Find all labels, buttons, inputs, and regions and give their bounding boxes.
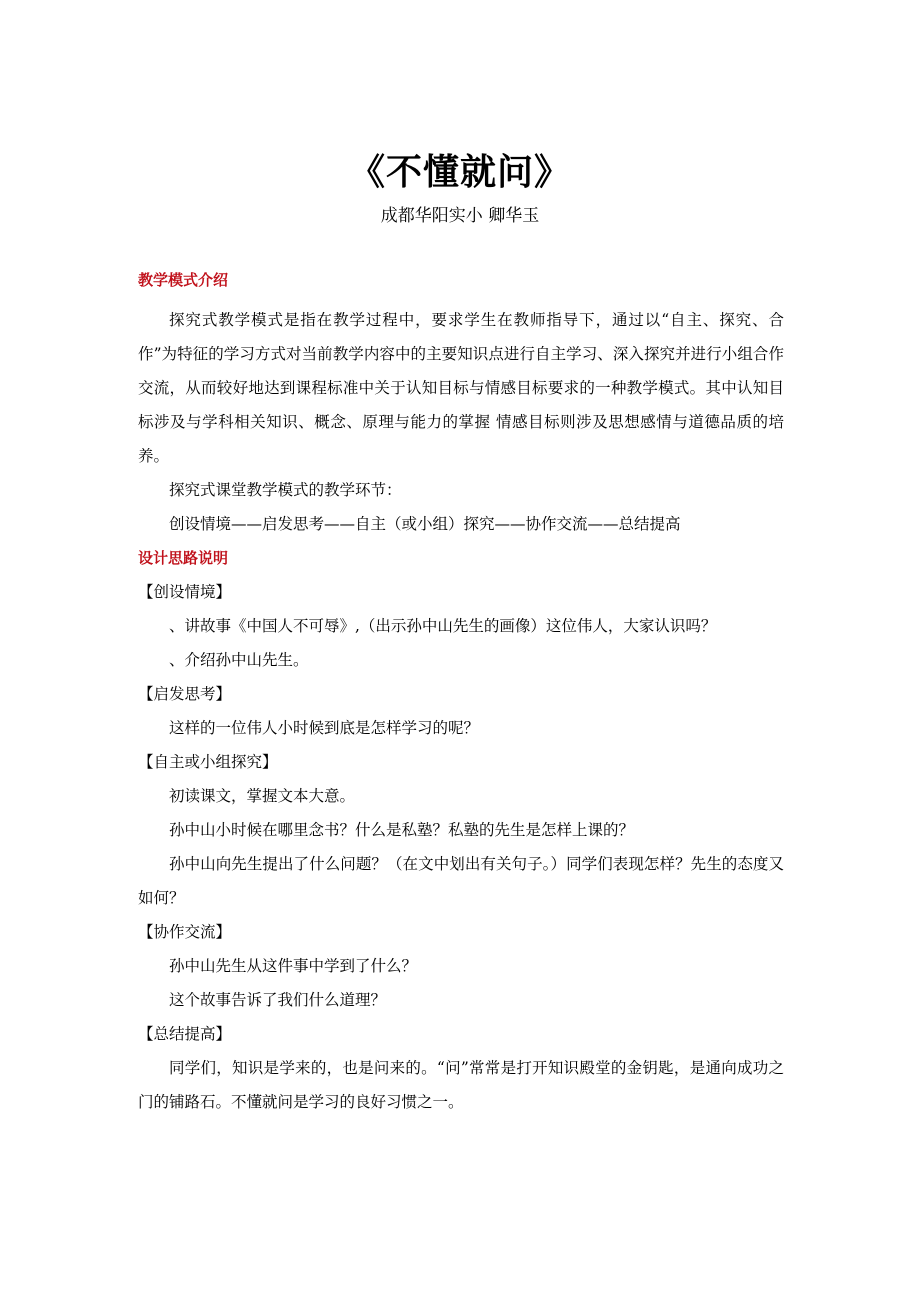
intro-paragraph: 探究式教学模式是指在教学过程中，要求学生在教师指导下，通过以“自主、探究、合作”为特征的学习方式对当前教学内容中的主要知识点进行自主学习、深入探究并进行小组合作交流，从而较好地达到课程标准中关于认知目标与情感目标要求的一种教学模式。其中认知目标涉及与学科相关知识、概念、原理与能力的掌握 情感目标则涉及思想感情与道德品质的培养。	[138, 311, 784, 465]
intro-steps-label: 探究式课堂教学模式的教学环节：	[169, 481, 402, 499]
document-body	[138, 263, 784, 1119]
section-line: 孙中山小时候在哪里念书？什么是私塾？私塾的先生是怎样上课的？	[169, 821, 635, 839]
document-author: 成都华阳实小 卿华玉	[380, 206, 540, 226]
section-label: 【自主或小组探究】	[138, 753, 278, 771]
section-line: 这样的一位伟人小时候到底是怎样学习的呢？	[169, 719, 480, 737]
section-inspire-thinking	[138, 677, 784, 745]
section-label: 【总结提高】	[138, 1025, 232, 1043]
section-line: 孙中山先生从这件事中学到了什么？	[169, 957, 418, 975]
section-label: 【启发思考】	[138, 685, 232, 703]
section-collaborate	[138, 915, 784, 1017]
section-line: 同学们，知识是学来的，也是问来的。“问”常常是打开知识殿堂的金钥匙，是通向成功之门的铺路石。不懂就问是学习的良好习惯之一。	[138, 1059, 784, 1111]
section-line: 、讲故事《中国人不可辱》,（出示孙中山先生的画像）这位伟人，大家认识吗？	[169, 617, 717, 635]
section-create-scene	[138, 575, 784, 677]
section-summary	[138, 1017, 784, 1119]
document-title: 《不懂就问》	[348, 151, 571, 193]
section-label: 【创设情境】	[138, 583, 232, 601]
section-line: 这个故事告诉了我们什么道理？	[169, 991, 387, 1009]
design-heading: 设计思路说明	[138, 549, 229, 567]
intro-heading: 教学模式介绍	[138, 271, 229, 289]
intro-steps: 创设情境——启发思考——自主（或小组）探究——协作交流——总结提高	[169, 515, 681, 533]
section-line: 孙中山向先生提出了什么问题？（在文中划出有关句子。）同学们表现怎样？先生的态度又如何？	[138, 855, 784, 907]
section-label: 【协作交流】	[138, 923, 232, 941]
section-self-explore	[138, 745, 784, 915]
section-line: 、介绍孙中山先生。	[169, 651, 309, 669]
section-line: 初读课文，掌握文本大意。	[169, 787, 356, 805]
